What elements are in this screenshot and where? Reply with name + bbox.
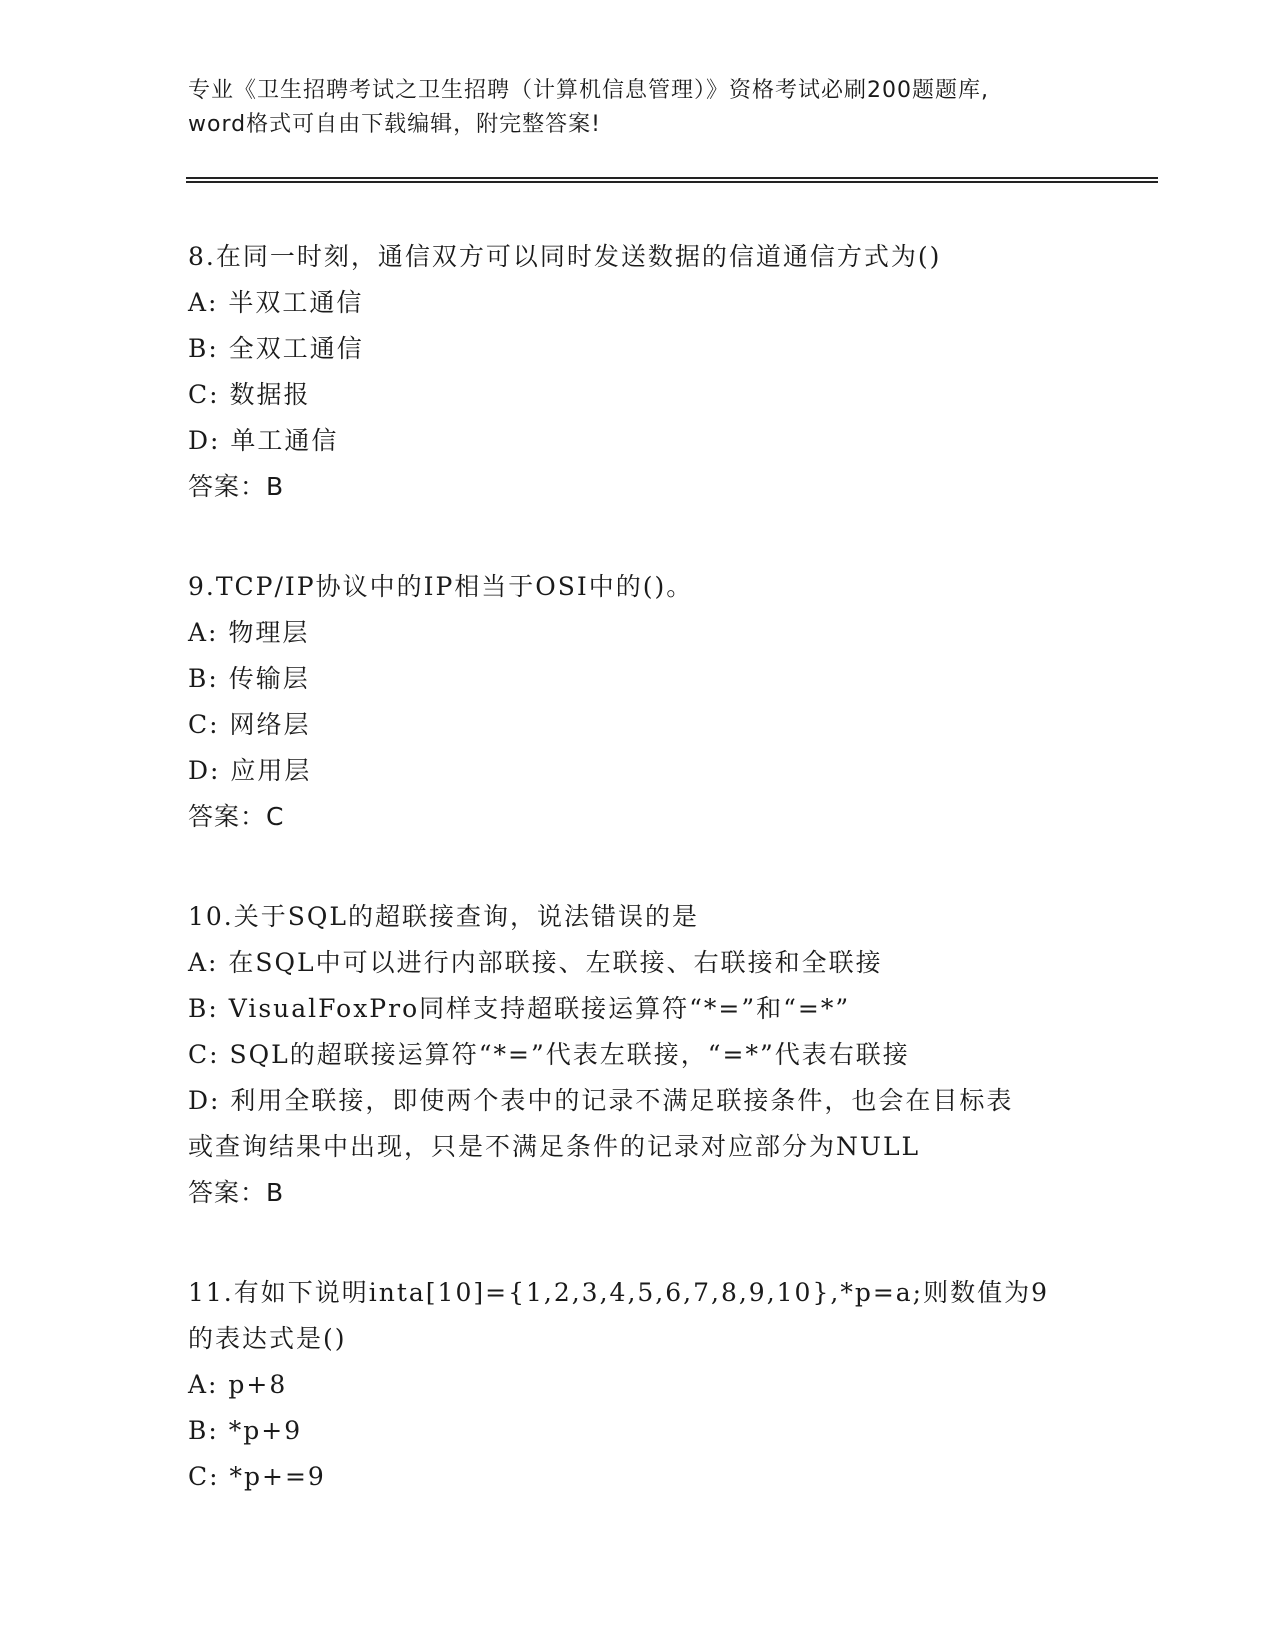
answer-key: 答案：C	[188, 802, 285, 831]
header-line: word格式可自由下载编辑，附完整答案!	[188, 112, 601, 137]
answer-option: B: 传输层	[188, 664, 310, 693]
answer-option: D: 应用层	[188, 756, 312, 785]
answer-option: B: 全双工通信	[188, 334, 364, 363]
question-block	[188, 894, 1118, 1216]
question-block	[188, 234, 1118, 510]
answer-option: A: 在SQL中可以进行内部联接、左联接、右联接和全联接	[188, 948, 883, 977]
question-stem: 的表达式是()	[188, 1324, 347, 1353]
question-list	[188, 234, 1118, 1554]
answer-option: 或查询结果中出现，只是不满足条件的记录对应部分为NULL	[188, 1132, 921, 1161]
header-line: 专业《卫生招聘考试之卫生招聘（计算机信息管理）》资格考试必刷200题题库,	[188, 78, 989, 103]
document-header	[188, 74, 1088, 142]
answer-option: C: 数据报	[188, 380, 311, 409]
answer-option: B: VisualFoxPro同样支持超联接运算符“*=”和“=*”	[188, 994, 851, 1023]
answer-option: A: 物理层	[188, 618, 310, 647]
answer-option: D: 利用全联接，即使两个表中的记录不满足联接条件，也会在目标表	[188, 1086, 1014, 1115]
double-rule-divider	[186, 177, 1158, 183]
question-stem: 9.TCP/IP协议中的IP相当于OSI中的()。	[188, 572, 694, 601]
answer-key: 答案：B	[188, 472, 285, 501]
answer-option: D: 单工通信	[188, 426, 339, 455]
answer-option: C: *p+=9	[188, 1462, 326, 1491]
answer-option: C: SQL的超联接运算符“*=”代表左联接，“=*”代表右联接	[188, 1040, 910, 1069]
answer-key: 答案：B	[188, 1178, 285, 1207]
answer-option: A: 半双工通信	[188, 288, 364, 317]
question-stem: 8.在同一时刻，通信双方可以同时发送数据的信道通信方式为()	[188, 242, 942, 271]
question-block	[188, 564, 1118, 840]
question-stem: 10.关于SQL的超联接查询，说法错误的是	[188, 902, 699, 931]
question-block	[188, 1270, 1118, 1500]
answer-option: C: 网络层	[188, 710, 311, 739]
answer-option: A: p+8	[188, 1370, 288, 1399]
answer-option: B: *p+9	[188, 1416, 303, 1445]
question-stem: 11.有如下说明inta[10]={1,2,3,4,5,6,7,8,9,10},*p=a;则数值为9	[188, 1278, 1049, 1307]
